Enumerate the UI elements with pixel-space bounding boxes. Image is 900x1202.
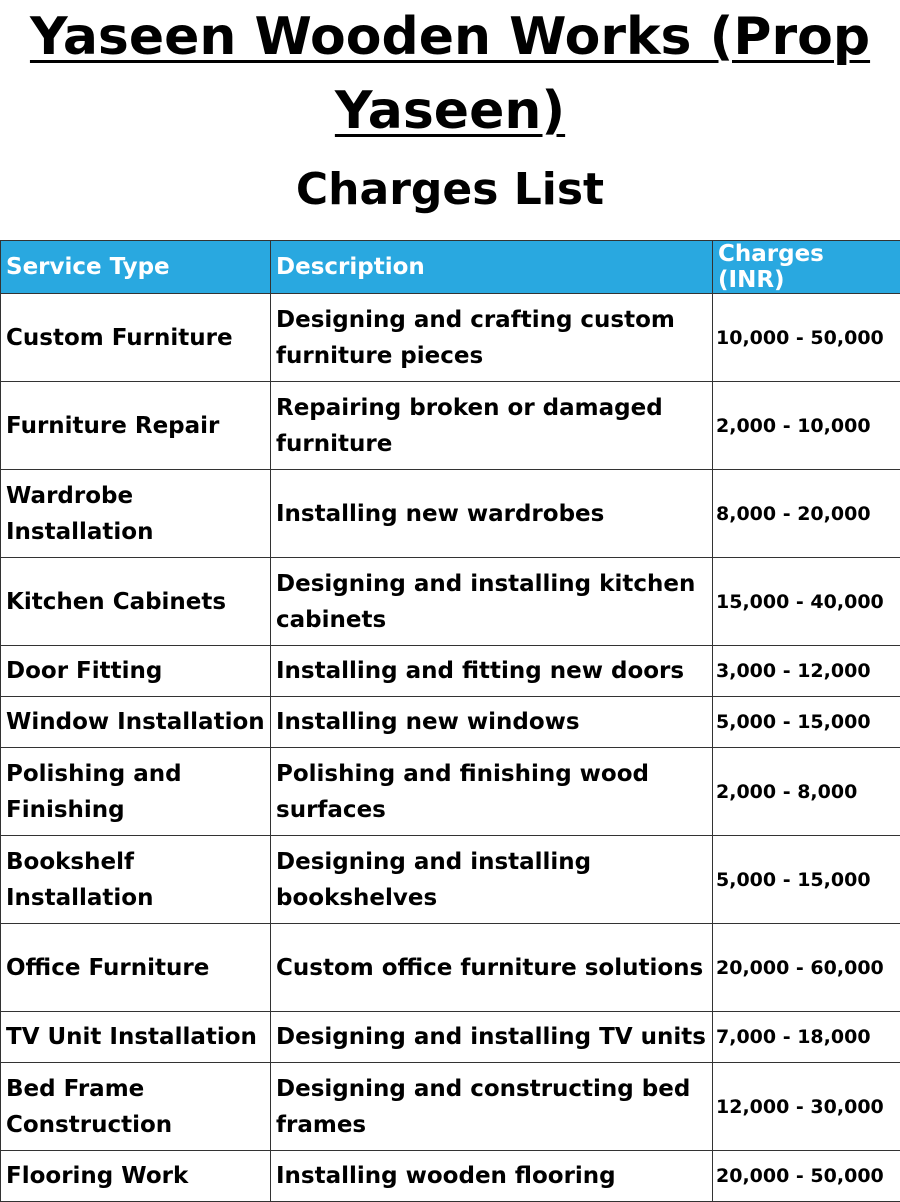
service-cell: TV Unit Installation (1, 1012, 271, 1063)
table-row (1, 646, 900, 697)
description-cell: Custom office furniture solutions (271, 924, 713, 1012)
service-cell: Bed Frame Construction (1, 1063, 271, 1151)
charges-cell: 2,000 - 8,000 (713, 748, 900, 836)
table-header-row (1, 241, 900, 294)
description-cell: Designing and installing kitchen cabinets (271, 558, 713, 646)
description-cell: Polishing and finishing wood surfaces (271, 748, 713, 836)
charges-cell: 20,000 - 60,000 (713, 924, 900, 1012)
table-row (1, 1151, 900, 1202)
description-cell: Designing and constructing bed frames (271, 1063, 713, 1151)
description-cell: Installing wooden flooring (271, 1151, 713, 1202)
table-row (1, 697, 900, 748)
table-row (1, 836, 900, 924)
service-cell: Furniture Repair (1, 382, 271, 470)
table-row (1, 1012, 900, 1063)
column-header-charges: Charges (INR) (713, 241, 900, 294)
charges-list-heading: Charges List (0, 160, 900, 220)
service-cell: Door Fitting (1, 646, 271, 697)
table-row (1, 1063, 900, 1151)
charges-cell: 2,000 - 10,000 (713, 382, 900, 470)
column-header-description: Description (271, 241, 713, 294)
description-cell: Repairing broken or damaged furniture (271, 382, 713, 470)
description-cell: Installing new wardrobes (271, 470, 713, 558)
service-cell: Flooring Work (1, 1151, 271, 1202)
page-title (0, 0, 900, 148)
service-cell: Polishing and Finishing (1, 748, 271, 836)
description-cell: Installing new windows (271, 697, 713, 748)
description-cell: Installing and fitting new doors (271, 646, 713, 697)
service-cell: Window Installation (1, 697, 271, 748)
description-cell: Designing and installing bookshelves (271, 836, 713, 924)
column-header-service-type: Service Type (1, 241, 271, 294)
table-row (1, 470, 900, 558)
table-row (1, 924, 900, 1012)
charges-cell: 12,000 - 30,000 (713, 1063, 900, 1151)
title-line-1: Yaseen Wooden Works (Prop (0, 0, 900, 74)
charges-cell: 8,000 - 20,000 (713, 470, 900, 558)
service-cell: Custom Furniture (1, 294, 271, 382)
charges-cell: 5,000 - 15,000 (713, 697, 900, 748)
service-cell: Kitchen Cabinets (1, 558, 271, 646)
charges-cell: 10,000 - 50,000 (713, 294, 900, 382)
charges-cell: 15,000 - 40,000 (713, 558, 900, 646)
description-cell: Designing and crafting custom furniture pieces (271, 294, 713, 382)
table-row (1, 558, 900, 646)
title-line-2: Yaseen) (0, 74, 900, 148)
table-row (1, 748, 900, 836)
charges-cell: 7,000 - 18,000 (713, 1012, 900, 1063)
table-row (1, 382, 900, 470)
service-cell: Office Furniture (1, 924, 271, 1012)
charges-table (0, 240, 900, 1202)
charges-cell: 3,000 - 12,000 (713, 646, 900, 697)
charges-cell: 5,000 - 15,000 (713, 836, 900, 924)
table-row (1, 294, 900, 382)
description-cell: Designing and installing TV units (271, 1012, 713, 1063)
charges-cell: 20,000 - 50,000 (713, 1151, 900, 1202)
service-cell: Bookshelf Installation (1, 836, 271, 924)
service-cell: Wardrobe Installation (1, 470, 271, 558)
